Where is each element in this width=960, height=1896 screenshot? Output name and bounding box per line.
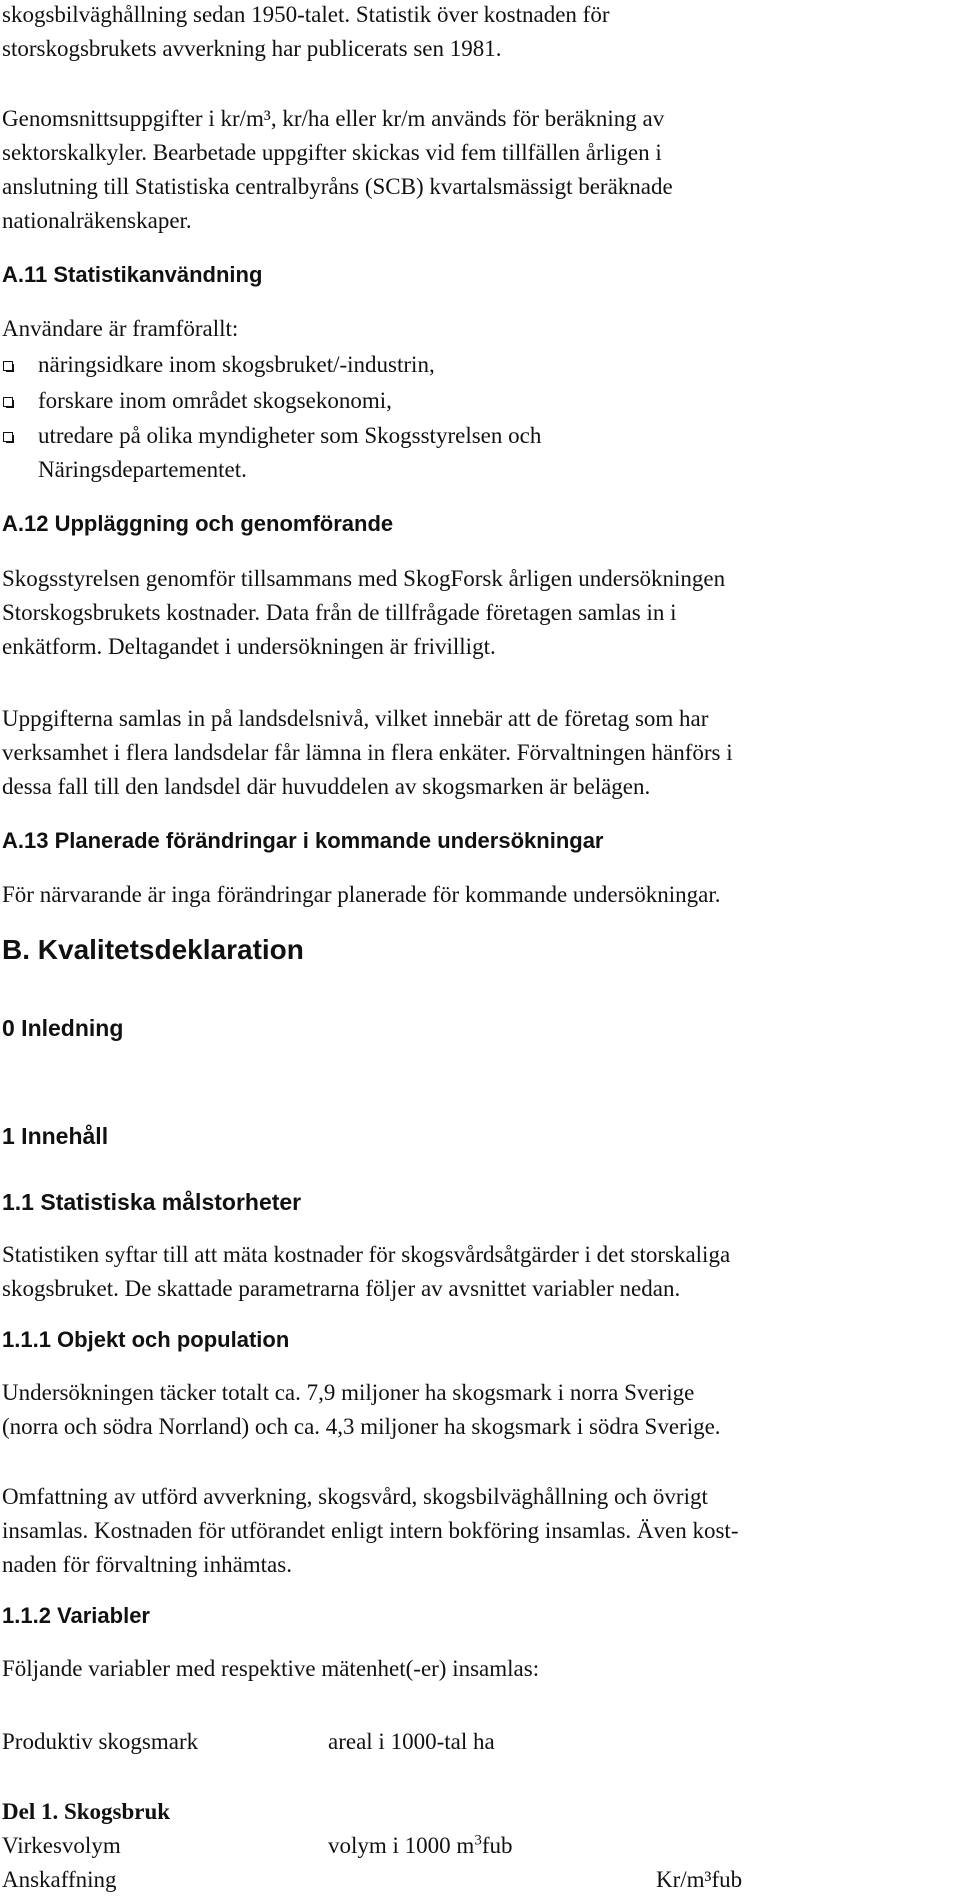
unit-superscript: 3: [474, 1832, 482, 1849]
intro-paragraph-line-2: sektorskalkyler. Bearbetade uppgifter skickas vid fem tillfällen årligen i: [2, 140, 662, 165]
a11-item-3-continued: Näringsdepartementet.: [38, 457, 247, 482]
variable-name-virkesvolym: Virkesvolym: [2, 1833, 121, 1858]
a12-p2-line-2: verksamhet i flera landsdelar får lämna in flera enkäter. Förvaltningen hänförs i: [2, 740, 733, 765]
intro-line-2: storskogsbrukets avverkning har publicerats sen 1981.: [2, 36, 502, 61]
section-1-1-1-p2-line-3: naden för förvaltning inhämtas.: [2, 1552, 292, 1577]
variable-unit-virkesvolym: [328, 1831, 512, 1861]
variable-name-anskaffning: Anskaffning: [2, 1867, 117, 1892]
a11-item-2: forskare inom området skogsekonomi,: [38, 388, 392, 413]
a12-p1-line-1: Skogsstyrelsen genomför tillsammans med SkogForsk årligen undersökningen: [2, 566, 726, 591]
variable-unit-produktiv-skogsmark: areal i 1000-tal ha: [328, 1729, 495, 1754]
variable-name-produktiv-skogsmark: Produktiv skogsmark: [2, 1729, 199, 1754]
b-heading: B. Kvalitetsdeklaration: [2, 934, 304, 965]
intro-paragraph-line-3: anslutning till Statistiska centralbyråns (SCB) kvartalsmässigt beräknade: [2, 174, 673, 199]
intro-paragraph-line-1: Genomsnittsuppgifter i kr/m³, kr/ha eller kr/m används för beräkning av: [2, 106, 665, 131]
section-1-1-line-2: skogsbruket. De skattade parametrarna följer av avsnittet variabler nedan.: [2, 1276, 681, 1301]
section-1-heading: 1 Innehåll: [2, 1123, 109, 1149]
section-1-1-1-p2-line-2: insamlas. Kostnaden för utförandet enligt intern bokföring insamlas. Även kost-: [2, 1518, 739, 1543]
a13-heading: A.13 Planerade förändringar i kommande undersökningar: [2, 828, 604, 853]
unit-text: volym i 1000 m: [328, 1833, 475, 1858]
del-1-heading: Del 1. Skogsbruk: [2, 1799, 171, 1824]
a12-heading: A.12 Uppläggning och genomförande: [2, 511, 394, 536]
a11-lead: Användare är framförallt:: [2, 316, 239, 341]
a12-p1-line-2: Storskogsbrukets kostnader. Data från de tillfrågade företagen samlas in i: [2, 600, 677, 625]
a11-item-3: utredare på olika myndigheter som Skogsstyrelsen och: [38, 423, 542, 448]
a11-item-1: näringsidkare inom skogsbruket/-industrin,: [38, 352, 435, 377]
unit-suffix: fub: [481, 1833, 513, 1858]
intro-line-1: skogsbilväghållning sedan 1950-talet. Statistik över kostnaden för: [2, 2, 610, 27]
section-1-1-1-heading: 1.1.1 Objekt och population: [2, 1327, 290, 1352]
a12-p2-line-3: dessa fall till den landsdel där huvuddelen av skogsmarken är belägen.: [2, 774, 651, 799]
a12-p1-line-3: enkätform. Deltagandet i undersökningen är frivilligt.: [2, 634, 496, 659]
variable-unit-anskaffning: Kr/m³fub: [656, 1867, 743, 1892]
section-1-1-2-heading: 1.1.2 Variabler: [2, 1603, 150, 1628]
section-1-1-heading: 1.1 Statistiska målstorheter: [2, 1189, 302, 1215]
section-0-heading: 0 Inledning: [2, 1015, 124, 1041]
a11-heading: A.11 Statistikanvändning: [2, 262, 263, 287]
checkbox-bullet-icon: [3, 397, 13, 407]
section-1-1-2-lead: Följande variabler med respektive mätenhet(-er) insamlas:: [2, 1656, 540, 1681]
a13-paragraph: För närvarande är inga förändringar planerade för kommande undersökningar.: [2, 882, 721, 907]
section-1-1-1-p1-line-1: Undersökningen täcker totalt ca. 7,9 miljoner ha skogsmark i norra Sverige: [2, 1380, 695, 1405]
section-1-1-1-p1-line-2: (norra och södra Norrland) och ca. 4,3 miljoner ha skogsmark i södra Sverige.: [2, 1414, 721, 1439]
checkbox-bullet-icon: [3, 361, 13, 371]
section-1-1-line-1: Statistiken syftar till att mäta kostnader för skogsvårdsåtgärder i det storskaliga: [2, 1242, 731, 1267]
checkbox-bullet-icon: [3, 432, 13, 442]
section-1-1-1-p2-line-1: Omfattning av utförd avverkning, skogsvård, skogsbilväghållning och övrigt: [2, 1484, 708, 1509]
intro-paragraph-line-4: nationalräkenskaper.: [2, 208, 192, 233]
a12-p2-line-1: Uppgifterna samlas in på landsdelsnivå, vilket innebär att de företag som har: [2, 706, 709, 731]
